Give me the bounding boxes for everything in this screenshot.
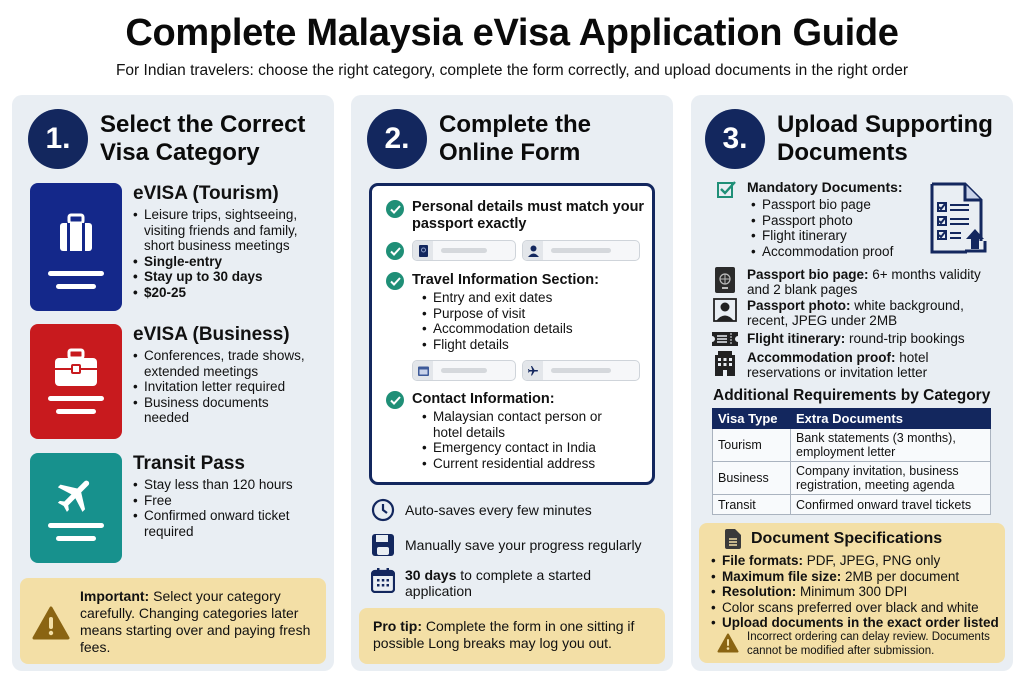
hotel-icon [713,350,737,376]
step3-header [705,109,993,169]
step-number-badge: 3. [705,109,765,169]
travel-item: • Flight details [422,337,573,353]
suitcase-icon [56,213,96,253]
table-cell: Company invitation, business registration, meeting agenda [791,462,991,495]
table-cell: Transit [713,495,791,515]
requirements-table [712,408,991,515]
spec-text: Color scans preferred over black and white [722,599,979,615]
transit-details [133,453,308,563]
mandatory-doc-item: • Flight itinerary [751,228,893,244]
category-business [30,324,324,439]
tourism-details [133,183,324,311]
airplane-icon [54,473,98,517]
tip-30-days [371,567,605,599]
doc-detail-photo [711,298,997,328]
spec-text: Minimum 300 DPI [796,584,908,599]
personal-details-heading: Personal details must match your passport exactly [412,199,645,232]
doc-detail-label: Passport photo: [747,298,851,313]
step-title-line: Documents [777,139,908,166]
tourism-card-icon [30,183,122,311]
category-bullet: • Conferences, trade shows, extended meetings [133,348,308,379]
tip-text [405,567,605,599]
table-header-row [713,409,991,429]
category-title: eVISA (Business) [133,324,290,345]
category-transit [30,453,324,563]
table-cell: Business [713,462,791,495]
category-bullet: • Confirmed onward ticket required [133,508,308,539]
table-cell: Bank statements (3 months), employment letter [791,429,991,462]
category-bullet: • Single-entry [133,254,324,270]
document-icon [725,529,741,549]
portrait-icon [713,298,737,322]
step-number-badge: 2. [367,109,427,169]
flight-field[interactable] [522,360,640,381]
step-title-line: Online Form [439,139,581,166]
step-title-line: Select the Correct [100,111,306,138]
doc-detail-text: white background, recent, JPEG under 2MB [747,298,964,328]
document-specs-note [699,523,1005,663]
spec-label: File formats: [722,553,804,568]
contact-item: • Current residential address [422,456,622,472]
tip-body: to complete a started application [405,567,592,599]
airplane-icon [527,365,539,377]
step-title-line: Visa Category [100,139,260,166]
doc-detail-label: Passport bio page: [747,267,869,282]
doc-detail-text: hotel reservations or invitation letter [747,350,929,380]
important-label: Important: [80,588,150,604]
table-row [713,462,991,495]
spec-item [711,615,999,631]
document-upload-icon [929,181,987,255]
pro-tip-body: Complete the form in one sitting if possible Long breaks may log you out. [373,618,635,651]
pro-tip-label: Pro tip: [373,618,422,634]
page-subtitle: For Indian travelers: choose the right category, complete the form correctly, and upload documents in the right order [115,62,909,79]
warning-icon [717,633,739,653]
step-title-line: Upload Supporting [777,111,993,138]
calendar-icon [371,567,395,593]
spec-text: PDF, JPEG, PNG only [803,553,941,568]
category-bullet: • Leisure trips, sightseeing, visiting friends and family, short business meetings [133,207,324,254]
document-specs-title: Document Specifications [751,530,943,547]
category-tourism [30,183,324,311]
business-details [133,324,308,439]
step-title [777,111,993,167]
step-title-line: Complete the [439,111,592,138]
step1-panel [12,95,334,671]
step3-panel [691,95,1013,671]
important-note [20,578,326,664]
spec-label: Resolution: [722,584,797,599]
clock-icon [371,498,395,522]
calendar-icon [418,365,429,376]
category-title: eVISA (Tourism) [133,183,279,204]
pro-tip-text [373,618,663,652]
contact-info-list [422,409,622,471]
category-bullet: • Stay up to 30 days [133,269,324,285]
doc-detail-label: Accommodation proof: [747,350,896,365]
doc-detail-passport [711,267,997,297]
category-bullet: • Business documents needed [133,395,283,426]
mandatory-doc-item: • Accommodation proof [751,244,893,260]
briefcase-icon [53,348,99,388]
checkbox-checked-icon [717,180,737,198]
mandatory-doc-item: • Passport bio page [751,197,893,213]
step-number-badge: 1. [28,109,88,169]
table-row [713,429,991,462]
important-text [80,588,320,656]
document-specs-list [711,553,999,631]
step1-header [28,109,305,169]
contact-item: • Malaysian contact person or hotel details [422,409,622,440]
doc-detail-flight [711,331,997,347]
tip-text: Manually save your progress regularly [405,537,642,553]
category-bullet: • $20-25 [133,285,324,301]
spec-item [711,584,999,600]
check-circle-icon [386,200,404,218]
doc-detail-accommodation [711,350,997,380]
table-cell: Tourism [713,429,791,462]
ticket-icon [711,331,739,347]
category-title: Transit Pass [133,453,245,474]
travel-info-list [422,290,573,352]
spec-label: Upload documents in the exact order listed [722,615,999,630]
table-cell: Confirmed onward travel tickets [791,495,991,515]
doc-detail-text: round-trip bookings [845,331,965,346]
check-circle-icon [386,242,404,260]
spec-warning-text: Incorrect ordering can delay review. Documents cannot be modified after submission. [747,631,990,657]
table-header: Extra Documents [791,409,991,429]
name-field[interactable] [522,240,640,261]
floppy-disk-icon [371,533,395,557]
passport-field[interactable] [412,240,516,261]
spec-label: Maximum file size: [722,568,842,584]
person-icon [528,245,539,257]
travel-info-heading: Travel Information Section: [412,272,599,288]
travel-item: • Purpose of visit [422,306,573,322]
category-bullet: • Invitation letter required [133,379,308,395]
table-header: Visa Type [713,409,791,429]
spec-item [711,553,999,569]
step-title [100,111,305,167]
tip-bold: 30 days [405,567,457,583]
contact-info-heading: Contact Information: [412,391,555,407]
mandatory-doc-item: • Passport photo [751,213,893,229]
mandatory-docs-list [751,197,893,259]
mandatory-docs-heading: Mandatory Documents: [747,179,903,195]
table-row [713,495,991,515]
tip-manual-save [371,533,642,557]
page-title: Complete Malaysia eVisa Application Guide [125,12,899,54]
doc-detail-label: Flight itinerary: [747,331,846,346]
warning-icon [32,606,70,640]
check-circle-icon [386,391,404,409]
business-card-icon [30,324,122,439]
contact-item: • Emergency contact in India [422,440,622,456]
check-circle-icon [386,272,404,290]
category-bullet: • Free [133,493,308,509]
step-title [439,111,591,167]
tip-autosave [371,498,592,522]
form-checklist [369,183,655,485]
category-bullet: • Stay less than 120 hours [133,477,308,493]
pro-tip-note [359,608,665,664]
doc-detail-text: 6+ months validity and 2 blank pages [747,267,981,297]
dates-field[interactable] [412,360,516,381]
step2-panel [351,95,673,671]
important-body: Select your category carefully. Changing categories later means starting over and paying fresh fees. [80,588,311,655]
passport-icon [715,267,735,293]
step2-header [367,109,591,169]
spec-item [711,600,999,616]
transit-card-icon [30,453,122,563]
passport-icon [419,245,428,257]
spec-text: 2MB per document [841,568,960,584]
travel-item: • Accommodation details [422,321,573,337]
tip-text: Auto-saves every few minutes [405,502,592,518]
spec-item [711,569,999,585]
travel-item: • Entry and exit dates [422,290,573,306]
additional-requirements-heading: Additional Requirements by Category [713,387,991,404]
